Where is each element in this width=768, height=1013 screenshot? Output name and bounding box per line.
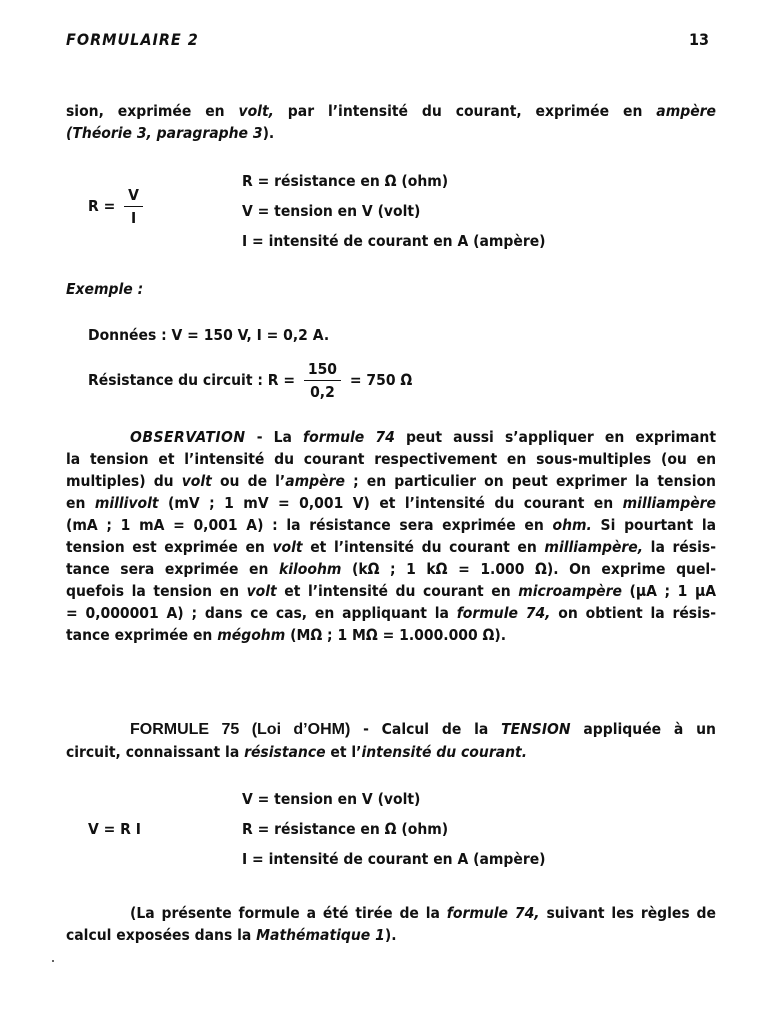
observation-line-2: la tension et l’intensité du courant respectivement en sous-multiples (ou en [66,450,716,468]
fraction-numerator: 150 [304,360,341,381]
intro-paragraph [66,100,716,144]
observation-line-4: en millivolt (mV ; 1 mV = 0,001 V) et l’intensité du courant en milliampère [66,494,716,512]
formula-75-paragraph [66,718,716,763]
observation-line-7: tance sera exprimée en kiloohm (kΩ ; 1 kΩ = 1.000 Ω). On exprime quel- [66,560,717,578]
example-result: Résistance du circuit : R = $\frac{150}{0,2}$ = 750 Ω [88,360,413,401]
observation-line-8: quefois la tension en volt et l’intensité du courant en microampère (μA ; 1 μA [66,582,716,600]
fraction-numerator: V [124,186,143,207]
page-number: 13 [689,30,710,49]
scan-speck [52,960,54,962]
example-data: Données : V = 150 V, I = 0,2 A. [88,326,330,344]
formula-75-def-v: V = tension en V (volt) [242,790,421,808]
formula-75-title: FORMULE 75 (Loi d’OHM) [130,721,351,738]
observation-line-10: tance exprimée en mégohm (MΩ ; 1 MΩ = 1.000.000 Ω). [66,626,507,644]
note-line-2: calcul exposées dans la Mathématique 1). [66,926,397,944]
observation-line-6: tension est exprimée en volt et l’intensité du courant en milliampère, la résis- [66,538,716,556]
formula-75-def-r: R = résistance en Ω (ohm) [242,820,449,838]
formula-75-def-i: I = intensité de courant en A (ampère) [242,850,546,868]
formula-75-line-1: FORMULE 75 (Loi d’OHM) - Calcul de la TENSION appliquée à un [130,720,716,738]
formula-75-equation: V = R I [88,820,141,838]
observation-line-5: (mA ; 1 mA = 0,001 A) : la résistance sera exprimée en ohm. Si pourtant la [66,516,716,534]
note-paragraph [66,902,716,946]
observation-line-1: OBSERVATION - La formule 74 peut aussi s’appliquer en exprimant [130,428,717,446]
formula-74-fraction [124,186,143,227]
note-line-1: (La présente formule a été tirée de la formule 74, suivant les règles de [130,904,716,922]
example-heading: Exemple : [66,280,144,298]
formula-74-def-r: R = résistance en Ω (ohm) [242,172,449,190]
formula-74-def-v: V = tension en V (volt) [242,202,421,220]
intro-line-1: sion, exprimée en volt, par l’intensité du courant, exprimée en ampère [66,102,717,120]
example-fraction [304,360,341,401]
formula-74-equation: R = $\frac{V}{I}$ [88,186,147,227]
observation-paragraph [66,426,716,646]
observation-line-9: = 0,000001 A) ; dans ce cas, en appliquant la formule 74, on obtient la résis- [66,604,716,622]
fraction-denominator: I [130,209,137,227]
running-header-title: FORMULAIRE 2 [66,30,199,49]
intro-line-2: (Théorie 3, paragraphe 3). [66,124,275,142]
formula-75-line-2: circuit, connaissant la résistance et l’intensité du courant. [66,743,527,761]
observation-line-3: multiples) du volt ou de l’ampère ; en particulier on peut exprimer la tension [66,472,716,490]
formula-74-def-i: I = intensité de courant en A (ampère) [242,232,546,250]
fraction-denominator: 0,2 [310,383,335,401]
